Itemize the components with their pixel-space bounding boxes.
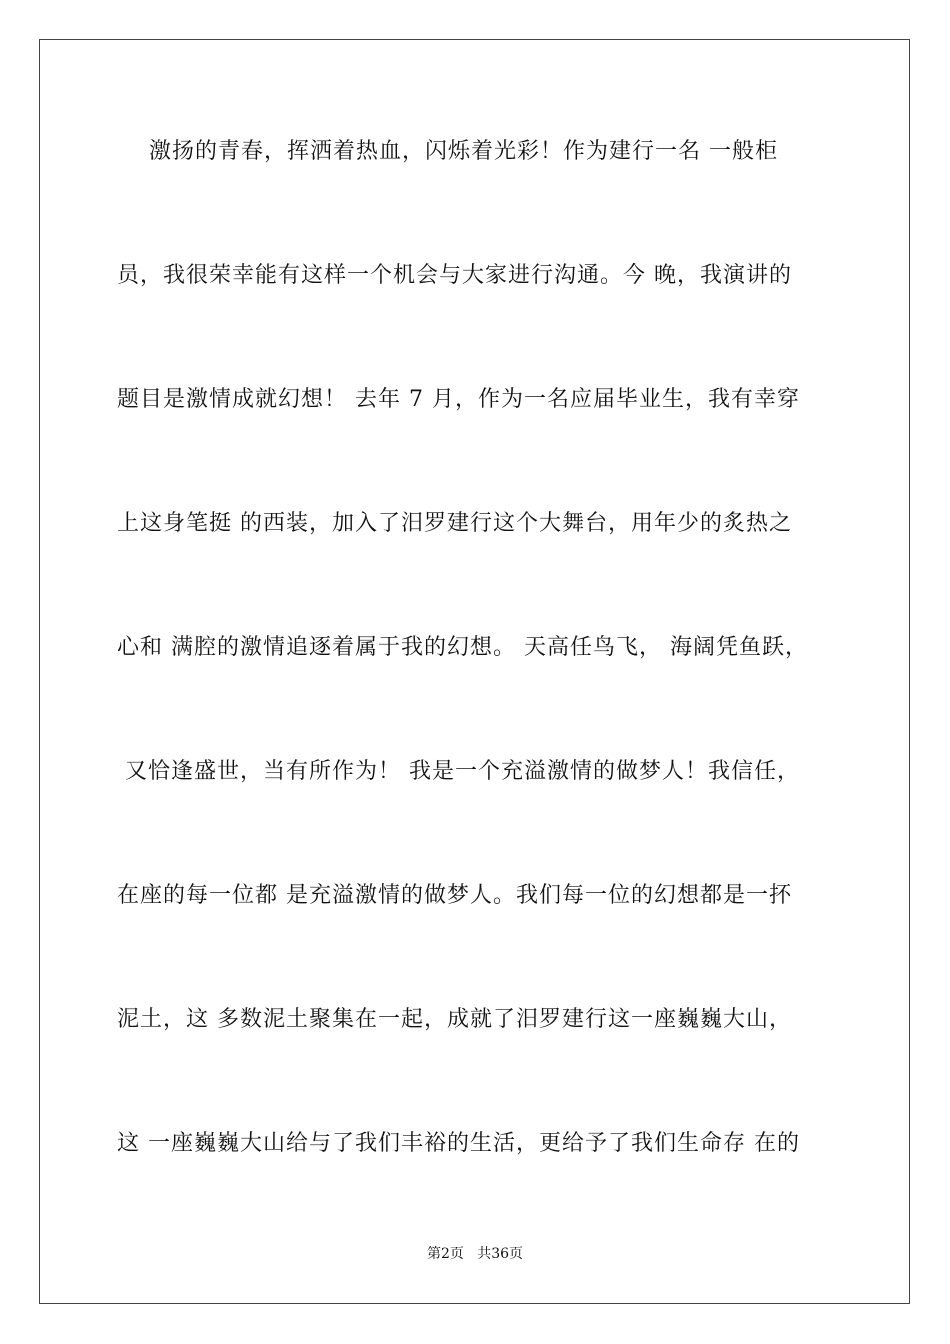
text-line: 又恰逢盛世，当有所作为！ 我是一个充溢激情的做梦人！我信任， [117, 759, 800, 784]
text-line: 心和 满腔的激情追逐着属于我的幻想。 天高任鸟飞， 海阔凭鱼跃， [117, 635, 808, 660]
page-border [39, 39, 910, 1304]
page-number: 第2页 共36页 [426, 1246, 524, 1262]
text-line: 在座的每一位都 是充溢激情的做梦人。我们每一位的幻想都是一抔 [117, 883, 792, 908]
text-line: 上这身笔挺 的西装，加入了汨罗建行这个大舞台，用年少的炙热之 [117, 511, 792, 536]
text-line: 这 一座巍巍大山给与了我们丰裕的生活，更给予了我们生命存 在的 [117, 1131, 800, 1156]
text-line: 员，我很荣幸能有这样一个机会与大家进行沟通。今 晚，我演讲的 [117, 263, 792, 288]
text-line: 泥土，这 多数泥土聚集在一起，成就了汨罗建行这一座巍巍大山， [117, 1007, 792, 1032]
text-line: 题目是激情成就幻想！ 去年 7 月，作为一名应届毕业生，我有幸穿 [117, 387, 800, 412]
text-line: 激扬的青春，挥洒着热血，闪烁着光彩！作为建行一名 一般柜 [117, 139, 778, 164]
